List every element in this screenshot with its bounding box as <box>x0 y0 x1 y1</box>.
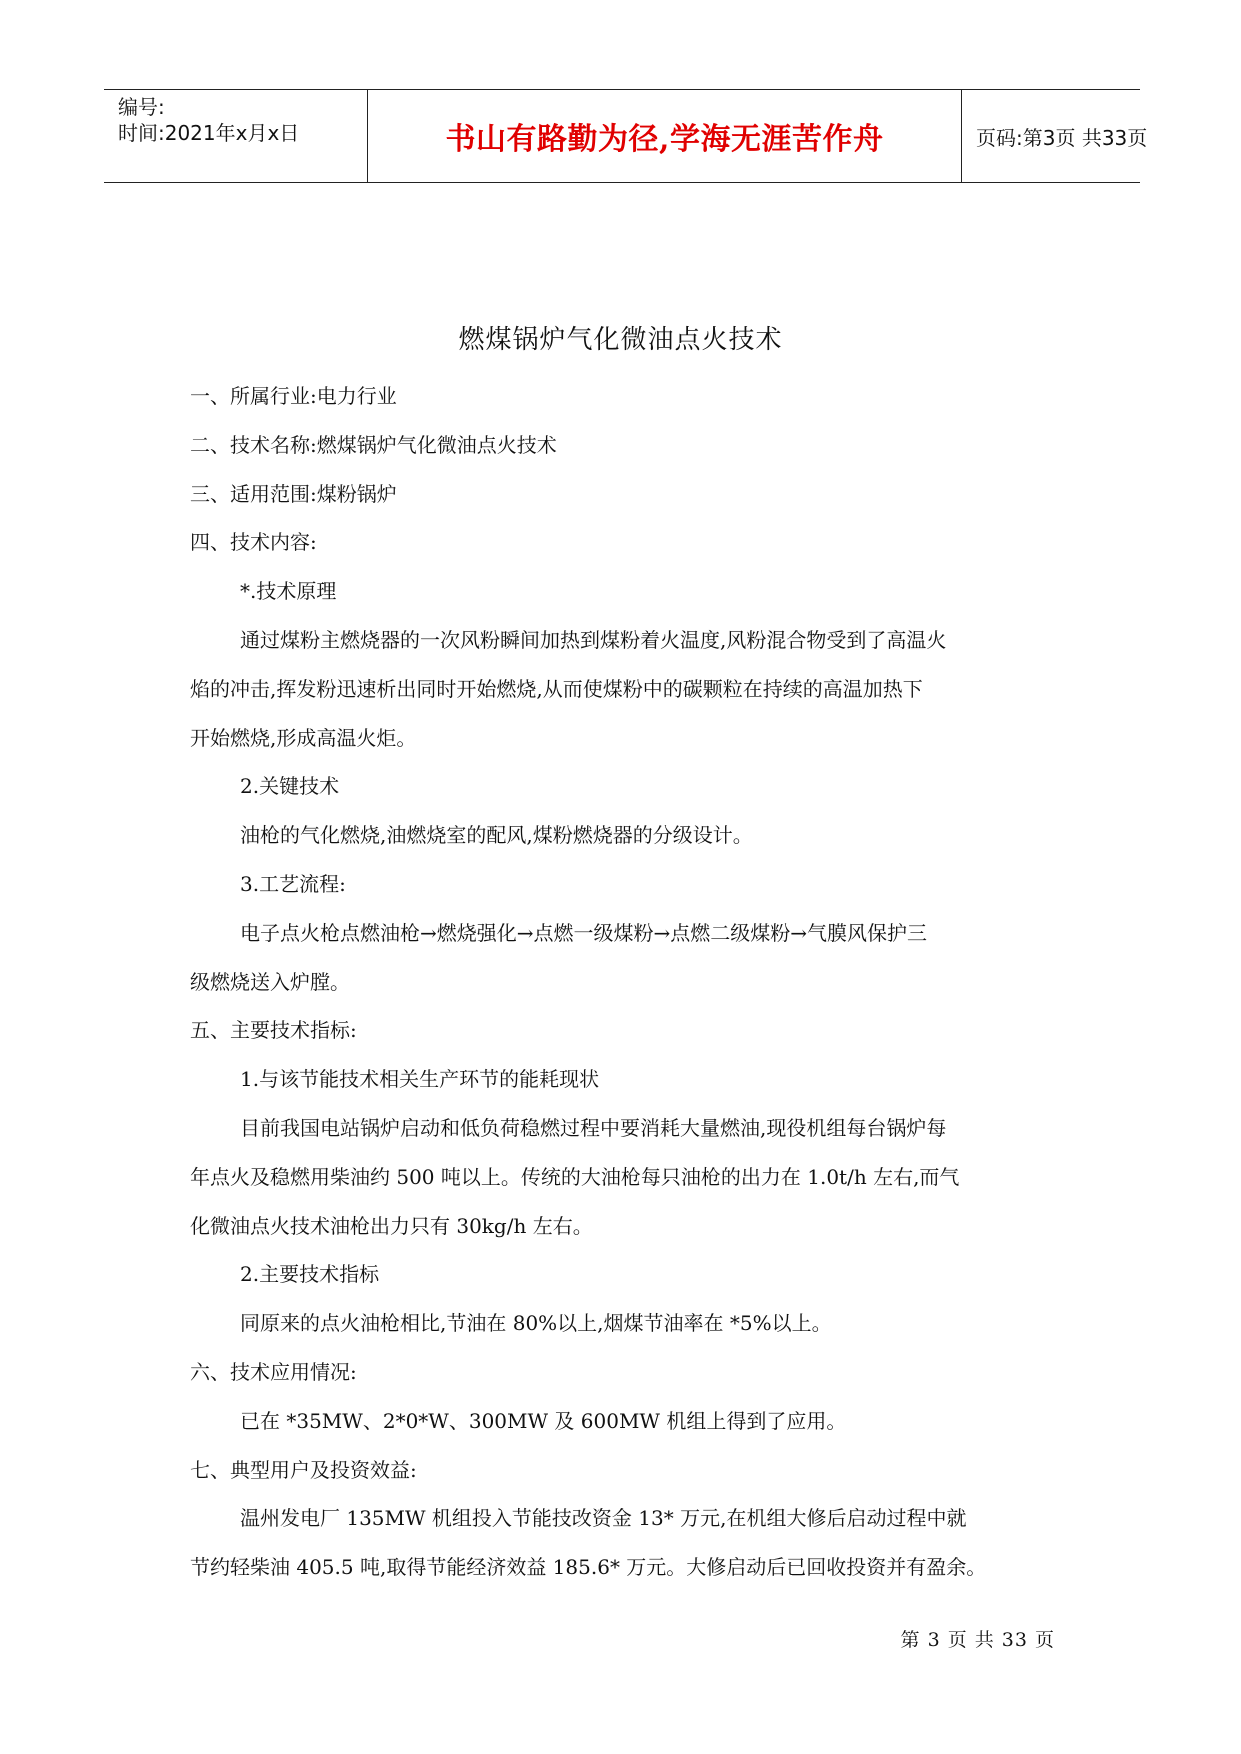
motto: 书山有路勤为径,学海无涯苦作舟 <box>368 90 962 182</box>
paragraph-line: 油枪的气化燃烧,油燃烧室的配风,煤粉燃烧器的分级设计。 <box>240 823 753 848</box>
header-table <box>104 89 1148 183</box>
section-indicators: 五、主要技术指标: <box>190 1018 357 1043</box>
page-label: 页码:第3页 共33页 <box>976 125 1148 150</box>
subheading-principle: *.技术原理 <box>240 579 337 604</box>
paragraph-line: 焰的冲击,挥发粉迅速析出同时开始燃烧,从而使煤粉中的碳颗粒在持续的高温加热下 <box>190 676 923 701</box>
section-tech-content: 四、技术内容: <box>190 530 317 555</box>
paragraph-line: 已在 *35MW、2*0*W、300MW 及 600MW 机组上得到了应用。 <box>240 1408 847 1433</box>
number-label: 编号: <box>118 95 165 119</box>
subheading-energy-status: 1.与该节能技术相关生产环节的能耗现状 <box>240 1067 600 1092</box>
paragraph-line: 同原来的点火油枪相比,节油在 80%以上,烟煤节油率在 *5%以上。 <box>240 1311 832 1336</box>
paragraph-line: 节约轻柴油 405.5 吨,取得节能经济效益 185.6* 万元。大修启动后已回收投资并有盈余。 <box>190 1555 987 1580</box>
section-tech-name: 二、技术名称:燃煤锅炉气化微油点火技术 <box>190 432 557 457</box>
paragraph-line: 通过煤粉主燃烧器的一次风粉瞬间加热到煤粉着火温度,风粉混合物受到了高温火 <box>240 627 947 652</box>
time-label: 时间:2021年x月x日 <box>118 121 300 145</box>
section-scope: 三、适用范围:煤粉锅炉 <box>190 481 397 506</box>
document-title: 燃煤锅炉气化微油点火技术 <box>458 325 783 355</box>
subheading-main-indicators: 2.主要技术指标 <box>240 1262 380 1287</box>
paragraph-line: 年点火及稳燃用柴油约 500 吨以上。传统的大油枪每只油枪的出力在 1.0t/h 左右,而气 <box>190 1164 960 1189</box>
subheading-process: 3.工艺流程: <box>240 871 346 896</box>
paragraph-line: 化微油点火技术油枪出力只有 30kg/h 左右。 <box>190 1213 593 1238</box>
paragraph-line: 电子点火枪点燃油枪→燃烧强化→点燃一级煤粉→点燃二级煤粉→气膜风保护三 <box>240 920 928 945</box>
header-left-cell <box>104 90 368 182</box>
paragraph-line: 温州发电厂 135MW 机组投入节能技改资金 13* 万元,在机组大修后启动过程中就 <box>240 1506 967 1531</box>
section-industry: 一、所属行业:电力行业 <box>190 384 397 408</box>
paragraph-line: 开始燃烧,形成高温火炬。 <box>190 725 417 750</box>
paragraph-line: 目前我国电站锅炉启动和低负荷稳燃过程中要消耗大量燃油,现役机组每台锅炉每 <box>240 1115 947 1140</box>
subheading-key-tech: 2.关键技术 <box>240 774 340 799</box>
section-application: 六、技术应用情况: <box>190 1359 357 1384</box>
document-body <box>190 372 1065 1592</box>
paragraph-line: 级燃烧送入炉膛。 <box>190 969 350 994</box>
page-footer: 第 3 页 共 33 页 <box>900 1629 1055 1651</box>
section-typical-users: 七、典型用户及投资效益: <box>190 1457 417 1482</box>
